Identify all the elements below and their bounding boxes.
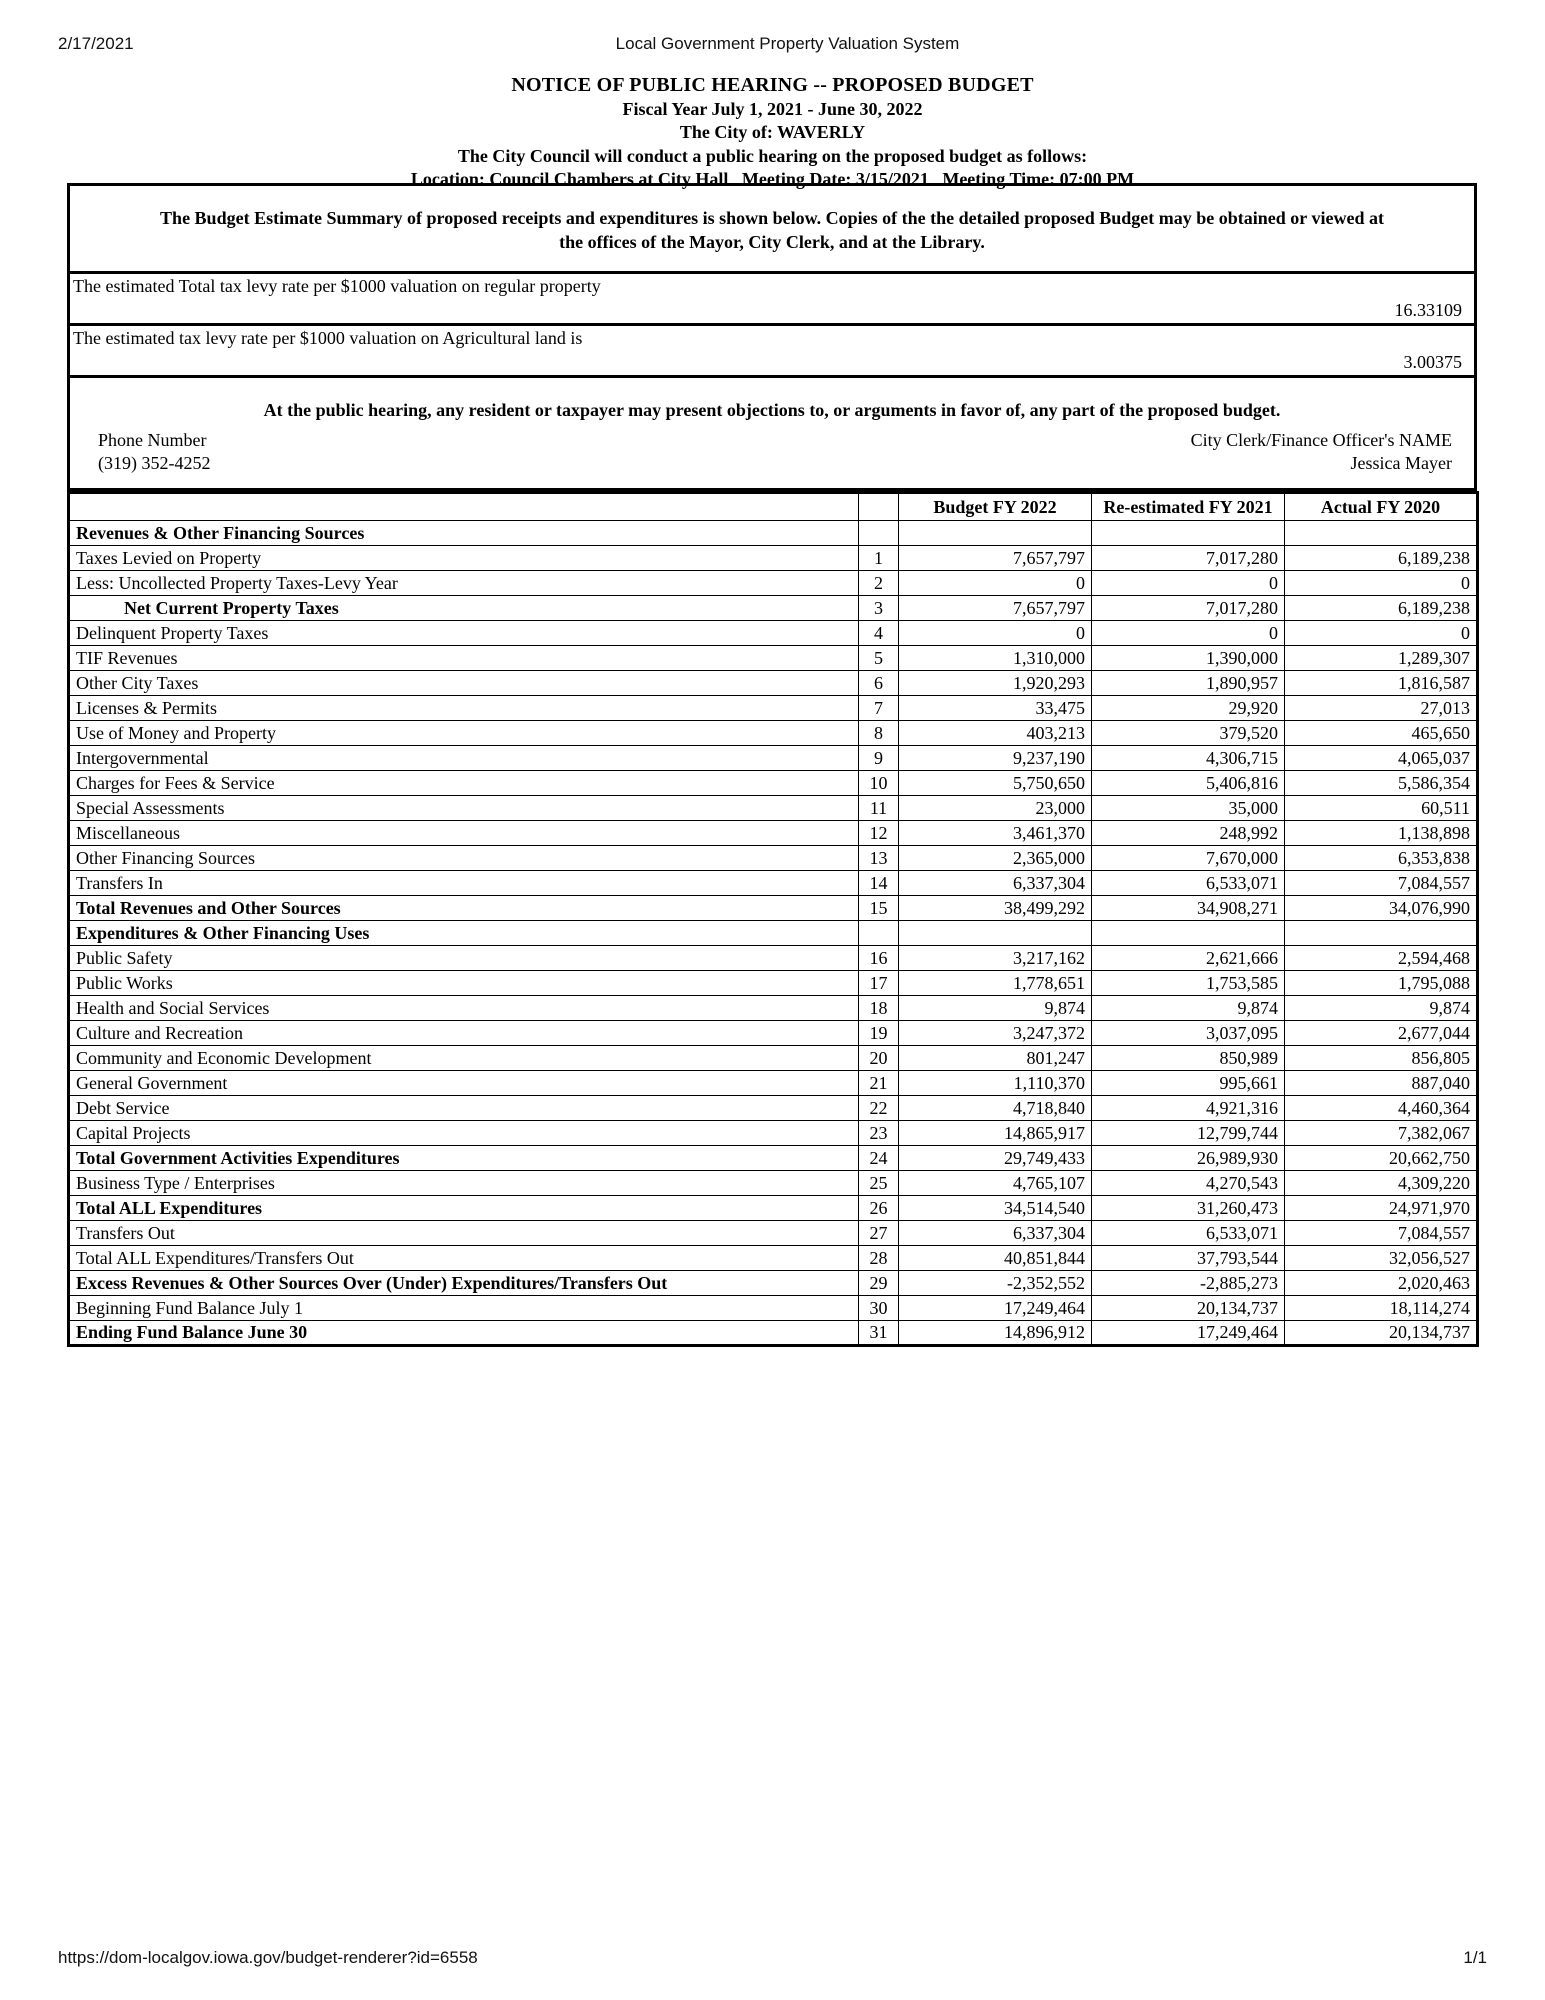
cell-reestimated-fy-2021: 1,890,957 bbox=[1092, 671, 1285, 696]
cell-budget-fy-2022: 403,213 bbox=[899, 721, 1092, 746]
clerk-label: City Clerk/Finance Officer's NAME bbox=[1190, 429, 1452, 450]
table-row bbox=[69, 771, 1478, 796]
cell-budget-fy-2022: 1,920,293 bbox=[899, 671, 1092, 696]
cell-reestimated-fy-2021 bbox=[1092, 521, 1285, 546]
cell-budget-fy-2022: 3,461,370 bbox=[899, 821, 1092, 846]
row-label: Capital Projects bbox=[69, 1121, 859, 1146]
table-row bbox=[69, 971, 1478, 996]
table-row bbox=[69, 621, 1478, 646]
row-line-number: 2 bbox=[859, 571, 899, 596]
table-row bbox=[69, 1246, 1478, 1271]
table-row bbox=[69, 1021, 1478, 1046]
row-label: Total ALL Expenditures bbox=[69, 1196, 859, 1221]
phone-label: Phone Number bbox=[98, 429, 207, 450]
row-label: Transfers In bbox=[69, 871, 859, 896]
table-row bbox=[69, 796, 1478, 821]
cell-reestimated-fy-2021: 4,270,543 bbox=[1092, 1171, 1285, 1196]
cell-reestimated-fy-2021: 29,920 bbox=[1092, 696, 1285, 721]
row-label: TIF Revenues bbox=[69, 646, 859, 671]
table-row bbox=[69, 1121, 1478, 1146]
row-line-number: 31 bbox=[859, 1321, 899, 1346]
cell-budget-fy-2022: 0 bbox=[899, 571, 1092, 596]
row-label: Delinquent Property Taxes bbox=[69, 621, 859, 646]
meeting-date: Meeting Date: 3/15/2021 bbox=[741, 169, 929, 190]
row-label: Public Safety bbox=[69, 946, 859, 971]
cell-actual-fy-2020: 9,874 bbox=[1285, 996, 1478, 1021]
row-line-number: 27 bbox=[859, 1221, 899, 1246]
cell-budget-fy-2022 bbox=[899, 921, 1092, 946]
cell-reestimated-fy-2021: 35,000 bbox=[1092, 796, 1285, 821]
cell-budget-fy-2022: 17,249,464 bbox=[899, 1296, 1092, 1321]
cell-budget-fy-2022: 23,000 bbox=[899, 796, 1092, 821]
row-line-number: 18 bbox=[859, 996, 899, 1021]
cell-actual-fy-2020: 18,114,274 bbox=[1285, 1296, 1478, 1321]
row-line-number: 23 bbox=[859, 1121, 899, 1146]
row-label: Taxes Levied on Property bbox=[69, 546, 859, 571]
cell-reestimated-fy-2021: 5,406,816 bbox=[1092, 771, 1285, 796]
table-row bbox=[69, 1221, 1478, 1246]
col-header-budget-fy-2022: Budget FY 2022 bbox=[899, 493, 1092, 521]
levy-row-agricultural bbox=[70, 326, 1474, 378]
cell-actual-fy-2020: 6,353,838 bbox=[1285, 846, 1478, 871]
phone-value: (319) 352-4252 bbox=[98, 452, 211, 473]
cell-reestimated-fy-2021: 2,621,666 bbox=[1092, 946, 1285, 971]
cell-reestimated-fy-2021: 1,390,000 bbox=[1092, 646, 1285, 671]
col-header-reestimated-fy-2021: Re-estimated FY 2021 bbox=[1092, 493, 1285, 521]
row-label: Special Assessments bbox=[69, 796, 859, 821]
cell-reestimated-fy-2021: 379,520 bbox=[1092, 721, 1285, 746]
cell-budget-fy-2022: 38,499,292 bbox=[899, 896, 1092, 921]
cell-reestimated-fy-2021: 6,533,071 bbox=[1092, 871, 1285, 896]
notice-frame bbox=[67, 183, 1477, 491]
cell-actual-fy-2020: 2,677,044 bbox=[1285, 1021, 1478, 1046]
cell-actual-fy-2020: 34,076,990 bbox=[1285, 896, 1478, 921]
row-label: Intergovernmental bbox=[69, 746, 859, 771]
cell-actual-fy-2020: 6,189,238 bbox=[1285, 596, 1478, 621]
cell-budget-fy-2022: 14,896,912 bbox=[899, 1321, 1092, 1346]
source-url: https://dom-localgov.iowa.gov/budget-renderer?id=6558 bbox=[58, 1948, 478, 1967]
cell-budget-fy-2022: 3,217,162 bbox=[899, 946, 1092, 971]
table-row bbox=[69, 821, 1478, 846]
row-line-number bbox=[859, 521, 899, 546]
cell-budget-fy-2022: 3,247,372 bbox=[899, 1021, 1092, 1046]
cell-actual-fy-2020: 1,138,898 bbox=[1285, 821, 1478, 846]
levy-ag-label: The estimated tax levy rate per $1000 valuation on Agricultural land is bbox=[73, 327, 583, 348]
row-line-number: 22 bbox=[859, 1096, 899, 1121]
row-line-number: 30 bbox=[859, 1296, 899, 1321]
table-row bbox=[69, 1171, 1478, 1196]
table-row bbox=[69, 1296, 1478, 1321]
notice-hearing-statement: The City Council will conduct a public hearing on the proposed budget as follows: bbox=[457, 145, 1088, 166]
table-row bbox=[69, 871, 1478, 896]
cell-budget-fy-2022: 9,874 bbox=[899, 996, 1092, 1021]
table-row bbox=[69, 696, 1478, 721]
cell-reestimated-fy-2021: 9,874 bbox=[1092, 996, 1285, 1021]
cell-budget-fy-2022: -2,352,552 bbox=[899, 1271, 1092, 1296]
cell-reestimated-fy-2021: 26,989,930 bbox=[1092, 1146, 1285, 1171]
row-line-number: 14 bbox=[859, 871, 899, 896]
table-row bbox=[69, 846, 1478, 871]
cell-actual-fy-2020: 27,013 bbox=[1285, 696, 1478, 721]
row-label: Health and Social Services bbox=[69, 996, 859, 1021]
cell-actual-fy-2020: 4,065,037 bbox=[1285, 746, 1478, 771]
cell-actual-fy-2020: 1,289,307 bbox=[1285, 646, 1478, 671]
row-line-number: 15 bbox=[859, 896, 899, 921]
row-label: Culture and Recreation bbox=[69, 1021, 859, 1046]
row-label: Other City Taxes bbox=[69, 671, 859, 696]
table-row bbox=[69, 921, 1478, 946]
summary-text bbox=[70, 186, 1474, 271]
notice-city: The City of: WAVERLY bbox=[679, 122, 866, 143]
table-row bbox=[69, 546, 1478, 571]
levy-row-regular bbox=[70, 274, 1474, 326]
cell-reestimated-fy-2021: 6,533,071 bbox=[1092, 1221, 1285, 1246]
page-indicator: 1/1 bbox=[1463, 1948, 1487, 1967]
cell-budget-fy-2022: 9,237,190 bbox=[899, 746, 1092, 771]
cell-actual-fy-2020: 20,662,750 bbox=[1285, 1146, 1478, 1171]
cell-actual-fy-2020: 1,816,587 bbox=[1285, 671, 1478, 696]
table-row bbox=[69, 1271, 1478, 1296]
levy-regular-value: 16.33109 bbox=[1394, 299, 1462, 320]
table-row bbox=[69, 746, 1478, 771]
row-label: Excess Revenues & Other Sources Over (Under) Expenditures/Transfers Out bbox=[69, 1271, 859, 1296]
cell-actual-fy-2020: 465,650 bbox=[1285, 721, 1478, 746]
row-label: Public Works bbox=[69, 971, 859, 996]
table-row bbox=[69, 721, 1478, 746]
table-row bbox=[69, 1046, 1478, 1071]
phone-block bbox=[98, 429, 210, 476]
row-label: Use of Money and Property bbox=[69, 721, 859, 746]
print-footer bbox=[0, 1948, 1545, 1972]
meeting-time: Meeting Time: 07:00 PM bbox=[942, 169, 1135, 190]
cell-actual-fy-2020: 60,511 bbox=[1285, 796, 1478, 821]
col-header-blank bbox=[69, 493, 859, 521]
cell-budget-fy-2022: 5,750,650 bbox=[899, 771, 1092, 796]
table-header-row bbox=[69, 493, 1478, 521]
cell-actual-fy-2020: 2,594,468 bbox=[1285, 946, 1478, 971]
cell-budget-fy-2022: 40,851,844 bbox=[899, 1246, 1092, 1271]
row-label: Less: Uncollected Property Taxes-Levy Year bbox=[69, 571, 859, 596]
cell-reestimated-fy-2021: 12,799,744 bbox=[1092, 1121, 1285, 1146]
table-row bbox=[69, 571, 1478, 596]
row-label: Other Financing Sources bbox=[69, 846, 859, 871]
cell-reestimated-fy-2021: 20,134,737 bbox=[1092, 1296, 1285, 1321]
row-line-number: 9 bbox=[859, 746, 899, 771]
cell-reestimated-fy-2021: 0 bbox=[1092, 571, 1285, 596]
budget-summary-table bbox=[67, 491, 1479, 1347]
notice-title: NOTICE OF PUBLIC HEARING -- PROPOSED BUDGET bbox=[511, 74, 1034, 96]
row-label: Expenditures & Other Financing Uses bbox=[69, 921, 859, 946]
levy-ag-value: 3.00375 bbox=[1403, 351, 1462, 372]
row-line-number: 5 bbox=[859, 646, 899, 671]
summary-box bbox=[70, 186, 1474, 274]
row-line-number: 29 bbox=[859, 1271, 899, 1296]
cell-reestimated-fy-2021: 995,661 bbox=[1092, 1071, 1285, 1096]
cell-actual-fy-2020: 7,084,557 bbox=[1285, 871, 1478, 896]
cell-budget-fy-2022: 7,657,797 bbox=[899, 546, 1092, 571]
row-label: Net Current Property Taxes bbox=[69, 596, 859, 621]
summary-text-line-2: the offices of the Mayor, City Clerk, and at the Library. bbox=[559, 232, 985, 253]
row-line-number: 11 bbox=[859, 796, 899, 821]
row-line-number: 25 bbox=[859, 1171, 899, 1196]
cell-budget-fy-2022: 1,110,370 bbox=[899, 1071, 1092, 1096]
cell-actual-fy-2020: 1,795,088 bbox=[1285, 971, 1478, 996]
cell-reestimated-fy-2021: 4,921,316 bbox=[1092, 1096, 1285, 1121]
row-line-number: 13 bbox=[859, 846, 899, 871]
hearing-objection-note-box bbox=[70, 378, 1474, 427]
table-row bbox=[69, 1196, 1478, 1221]
cell-actual-fy-2020: 24,971,970 bbox=[1285, 1196, 1478, 1221]
row-label: Total Revenues and Other Sources bbox=[69, 896, 859, 921]
cell-actual-fy-2020: 7,084,557 bbox=[1285, 1221, 1478, 1246]
row-label: Transfers Out bbox=[69, 1221, 859, 1246]
cell-actual-fy-2020: 4,309,220 bbox=[1285, 1171, 1478, 1196]
cell-budget-fy-2022: 33,475 bbox=[899, 696, 1092, 721]
row-label: Revenues & Other Financing Sources bbox=[69, 521, 859, 546]
cell-actual-fy-2020: 0 bbox=[1285, 571, 1478, 596]
col-header-actual-fy-2020: Actual FY 2020 bbox=[1285, 493, 1478, 521]
row-line-number: 24 bbox=[859, 1146, 899, 1171]
meeting-location: Location: Council Chambers at City Hall bbox=[410, 169, 729, 190]
row-label: Debt Service bbox=[69, 1096, 859, 1121]
row-line-number bbox=[859, 921, 899, 946]
cell-budget-fy-2022: 2,365,000 bbox=[899, 846, 1092, 871]
row-label: Licenses & Permits bbox=[69, 696, 859, 721]
row-label: Community and Economic Development bbox=[69, 1046, 859, 1071]
row-label: Miscellaneous bbox=[69, 821, 859, 846]
cell-reestimated-fy-2021: 37,793,544 bbox=[1092, 1246, 1285, 1271]
row-label: Total Government Activities Expenditures bbox=[69, 1146, 859, 1171]
cell-reestimated-fy-2021: 4,306,715 bbox=[1092, 746, 1285, 771]
row-line-number: 1 bbox=[859, 546, 899, 571]
cell-actual-fy-2020: 6,189,238 bbox=[1285, 546, 1478, 571]
cell-reestimated-fy-2021: 7,017,280 bbox=[1092, 546, 1285, 571]
cell-budget-fy-2022: 6,337,304 bbox=[899, 871, 1092, 896]
cell-reestimated-fy-2021: 17,249,464 bbox=[1092, 1321, 1285, 1346]
cell-budget-fy-2022 bbox=[899, 521, 1092, 546]
cell-actual-fy-2020: 7,382,067 bbox=[1285, 1121, 1478, 1146]
table-row bbox=[69, 1146, 1478, 1171]
cell-budget-fy-2022: 7,657,797 bbox=[899, 596, 1092, 621]
table-row bbox=[69, 1096, 1478, 1121]
system-title: Local Government Property Valuation System bbox=[615, 34, 960, 53]
cell-budget-fy-2022: 34,514,540 bbox=[899, 1196, 1092, 1221]
row-line-number: 4 bbox=[859, 621, 899, 646]
levy-regular-label: The estimated Total tax levy rate per $1000 valuation on regular property bbox=[73, 275, 601, 296]
cell-actual-fy-2020 bbox=[1285, 921, 1478, 946]
row-line-number: 6 bbox=[859, 671, 899, 696]
row-label: Total ALL Expenditures/Transfers Out bbox=[69, 1246, 859, 1271]
cell-actual-fy-2020: 0 bbox=[1285, 621, 1478, 646]
table-row bbox=[69, 521, 1478, 546]
row-line-number: 8 bbox=[859, 721, 899, 746]
table-row bbox=[69, 946, 1478, 971]
row-line-number: 26 bbox=[859, 1196, 899, 1221]
row-line-number: 20 bbox=[859, 1046, 899, 1071]
clerk-name: Jessica Mayer bbox=[1350, 452, 1452, 473]
cell-reestimated-fy-2021: 7,017,280 bbox=[1092, 596, 1285, 621]
cell-budget-fy-2022: 14,865,917 bbox=[899, 1121, 1092, 1146]
cell-actual-fy-2020: 5,586,354 bbox=[1285, 771, 1478, 796]
cell-reestimated-fy-2021: 3,037,095 bbox=[1092, 1021, 1285, 1046]
print-date: 2/17/2021 bbox=[58, 34, 134, 53]
row-label: Charges for Fees & Service bbox=[69, 771, 859, 796]
cell-budget-fy-2022: 1,778,651 bbox=[899, 971, 1092, 996]
cell-actual-fy-2020: 887,040 bbox=[1285, 1071, 1478, 1096]
cell-actual-fy-2020: 4,460,364 bbox=[1285, 1096, 1478, 1121]
row-line-number: 16 bbox=[859, 946, 899, 971]
row-label: Beginning Fund Balance July 1 bbox=[69, 1296, 859, 1321]
cell-reestimated-fy-2021 bbox=[1092, 921, 1285, 946]
row-line-number: 19 bbox=[859, 1021, 899, 1046]
clerk-block bbox=[1191, 429, 1452, 476]
table-row bbox=[69, 1071, 1478, 1096]
print-header bbox=[0, 34, 1545, 58]
cell-actual-fy-2020: 32,056,527 bbox=[1285, 1246, 1478, 1271]
hearing-objection-note: At the public hearing, any resident or taxpayer may present objections to, or arguments in favor of, any part of the proposed budget. bbox=[263, 399, 1281, 420]
table-row bbox=[69, 646, 1478, 671]
row-line-number: 7 bbox=[859, 696, 899, 721]
cell-budget-fy-2022: 29,749,433 bbox=[899, 1146, 1092, 1171]
col-header-line bbox=[859, 493, 899, 521]
cell-reestimated-fy-2021: 34,908,271 bbox=[1092, 896, 1285, 921]
cell-reestimated-fy-2021: 31,260,473 bbox=[1092, 1196, 1285, 1221]
cell-actual-fy-2020: 856,805 bbox=[1285, 1046, 1478, 1071]
notice-fiscal-year: Fiscal Year July 1, 2021 - June 30, 2022 bbox=[622, 99, 923, 119]
contact-band bbox=[70, 427, 1474, 491]
row-line-number: 10 bbox=[859, 771, 899, 796]
cell-reestimated-fy-2021: 7,670,000 bbox=[1092, 846, 1285, 871]
table-row bbox=[69, 896, 1478, 921]
cell-reestimated-fy-2021: 0 bbox=[1092, 621, 1285, 646]
table-row bbox=[69, 996, 1478, 1021]
table-row bbox=[69, 596, 1478, 621]
cell-actual-fy-2020: 20,134,737 bbox=[1285, 1321, 1478, 1346]
row-label: Ending Fund Balance June 30 bbox=[69, 1321, 859, 1346]
cell-reestimated-fy-2021: -2,885,273 bbox=[1092, 1271, 1285, 1296]
cell-actual-fy-2020: 2,020,463 bbox=[1285, 1271, 1478, 1296]
cell-reestimated-fy-2021: 248,992 bbox=[1092, 821, 1285, 846]
cell-budget-fy-2022: 1,310,000 bbox=[899, 646, 1092, 671]
row-line-number: 17 bbox=[859, 971, 899, 996]
row-line-number: 28 bbox=[859, 1246, 899, 1271]
table-row bbox=[69, 1321, 1478, 1346]
row-label: Business Type / Enterprises bbox=[69, 1171, 859, 1196]
cell-budget-fy-2022: 0 bbox=[899, 621, 1092, 646]
cell-reestimated-fy-2021: 1,753,585 bbox=[1092, 971, 1285, 996]
cell-reestimated-fy-2021: 850,989 bbox=[1092, 1046, 1285, 1071]
cell-budget-fy-2022: 4,765,107 bbox=[899, 1171, 1092, 1196]
cell-budget-fy-2022: 4,718,840 bbox=[899, 1096, 1092, 1121]
table-row bbox=[69, 671, 1478, 696]
cell-actual-fy-2020 bbox=[1285, 521, 1478, 546]
row-line-number: 21 bbox=[859, 1071, 899, 1096]
cell-budget-fy-2022: 801,247 bbox=[899, 1046, 1092, 1071]
row-line-number: 12 bbox=[859, 821, 899, 846]
row-line-number: 3 bbox=[859, 596, 899, 621]
cell-budget-fy-2022: 6,337,304 bbox=[899, 1221, 1092, 1246]
summary-text-line-1: The Budget Estimate Summary of proposed receipts and expenditures is shown below. Copies of the the detailed proposed Budget may be obtained or viewed at bbox=[160, 208, 1384, 228]
row-label: General Government bbox=[69, 1071, 859, 1096]
notice-heading bbox=[0, 72, 1545, 192]
